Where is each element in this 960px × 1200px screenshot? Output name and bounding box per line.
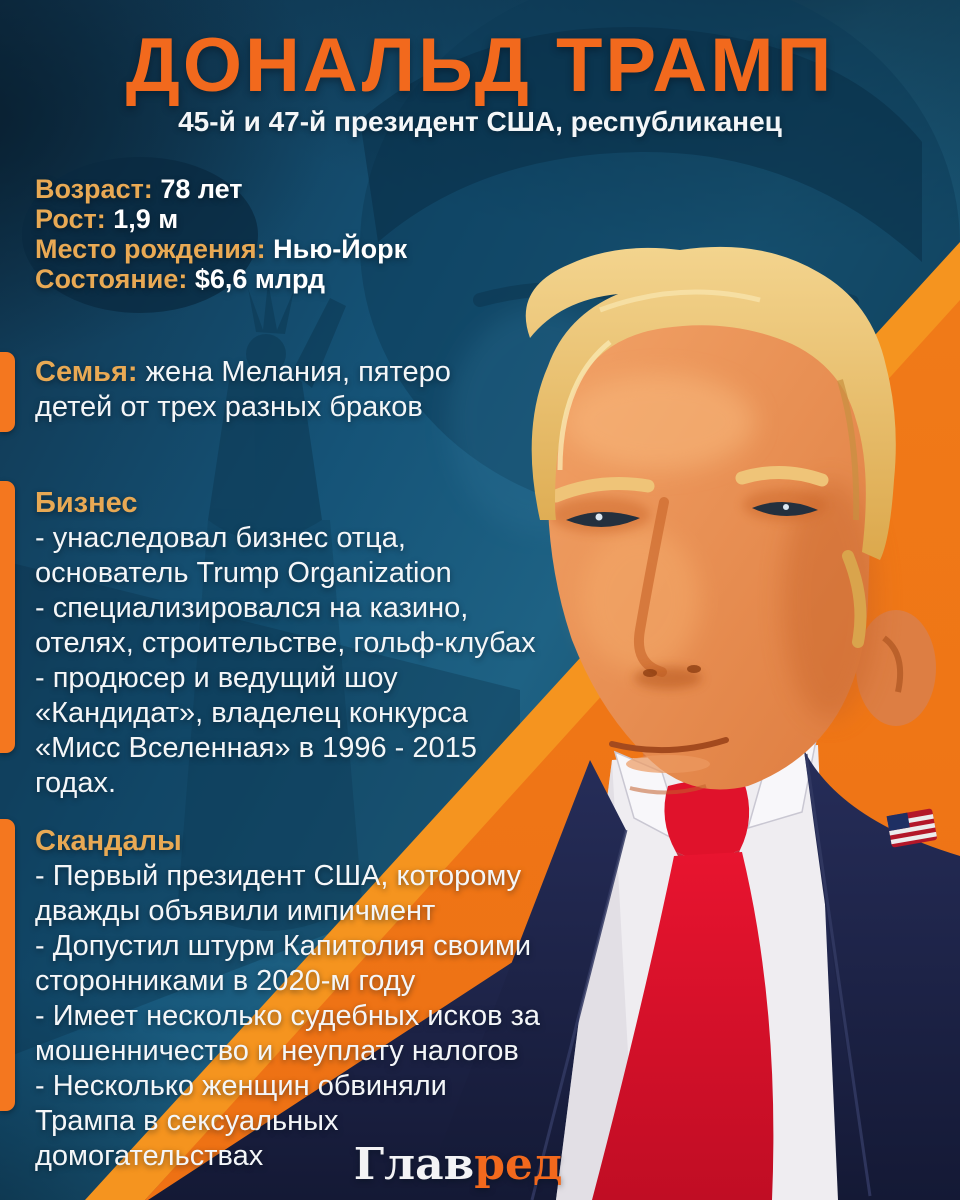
stat-height-label: Рост:: [35, 204, 106, 234]
scandals-item: - Имеет несколько судебных исков за мошенничество и неуплату налогов: [35, 1000, 541, 1067]
stat-age-value: 78 лет: [160, 174, 243, 204]
business-item: - продюсер и ведущий шоу «Кандидат», владелец конкурса «Мисс Вселенная» в 1996 - 2015 годах.: [35, 662, 477, 799]
stat-birthplace: [35, 234, 407, 264]
stat-age: [35, 174, 407, 204]
stat-height: [35, 204, 407, 234]
family-text: жена Мелания, пятеро детей от трех разных браков: [35, 356, 451, 423]
scandals-title: Скандалы: [35, 825, 182, 857]
scandals-section: [35, 824, 550, 1174]
business-section: [35, 486, 550, 801]
business-section-marker: [0, 481, 15, 753]
stat-networth: [35, 264, 407, 294]
stat-networth-label: Состояние:: [35, 264, 188, 294]
scandals-item: - Допустил штурм Капитолия своими сторонниками в 2020-м году: [35, 930, 532, 997]
family-section: [35, 355, 535, 425]
business-title: Бизнес: [35, 487, 138, 519]
stats-block: [35, 174, 407, 294]
brand-logo-orange: ред: [474, 1139, 563, 1190]
stat-networth-value: $6,6 млрд: [194, 264, 325, 294]
brand-logo-white: Глав: [353, 1139, 475, 1190]
scandals-section-marker: [0, 819, 15, 1111]
stat-height-value: 1,9 м: [113, 204, 179, 234]
family-label: Семья:: [35, 356, 138, 388]
brand-logo: [0, 1139, 938, 1190]
scandals-item: - Первый президент США, которому дважды объявили импичмент: [35, 860, 522, 927]
stat-birthplace-label: Место рождения:: [35, 234, 266, 264]
business-item: - специализировался на казино, отелях, строительстве, гольф-клубах: [35, 592, 536, 659]
family-section-marker: [0, 352, 15, 432]
stat-age-label: Возраст:: [35, 174, 153, 204]
page-title: ДОНАЛЬД ТРАМП: [125, 23, 835, 108]
stat-birthplace-value: Нью-Йорк: [273, 234, 408, 264]
business-item: - унаследовал бизнес отца, основатель Trump Organization: [35, 522, 452, 589]
scandals-item: - Несколько женщин обвиняли Трампа в сексуальных домогательствах: [35, 1070, 447, 1172]
page-subtitle: 45-й и 47-й президент США, республиканец: [178, 106, 782, 137]
